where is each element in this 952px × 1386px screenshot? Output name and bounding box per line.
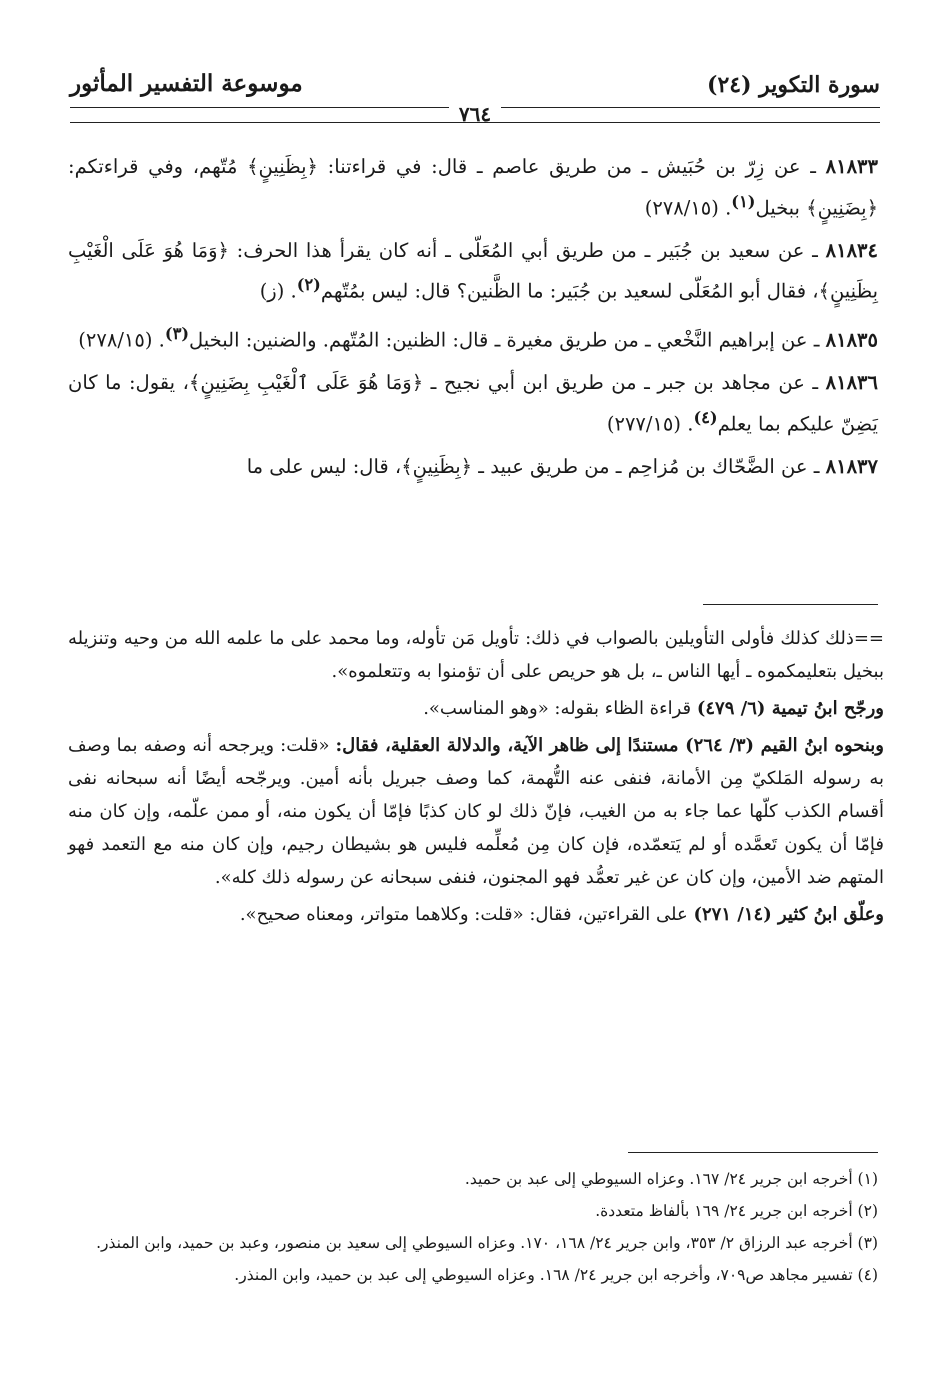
footnote-separator — [628, 1152, 878, 1153]
note-author: وبنحوه ابنُ القيم (٣/ ٢٦٤) مستندًا إلى ظاهر الآية، والدلالة العقلية، فقال: — [335, 735, 885, 756]
footnotes — [68, 1164, 878, 1292]
footnote-ref[interactable]: (٤) — [693, 407, 718, 427]
note-author: ورجّح ابنُ تيمية (٦/ ٤٧٩) — [696, 698, 884, 719]
note-text: قراءة الظاء بقوله: «وهو المناسب». — [423, 698, 697, 719]
note-paragraph — [68, 729, 884, 894]
note-paragraph — [68, 898, 884, 931]
entry-text: ـ عن زِرّ بن حُبَيش ـ من طريق عاصم ـ قال: في قراءتنا: ﴿بِظَنِينٍ﴾ مُتّهم، وفي قراءتكم: ﴿بِضَنِينٍ﴾ ببخيل — [68, 155, 878, 219]
entry-number: ٨١٨٣٥ — [825, 328, 878, 352]
footnote-ref[interactable]: (٣) — [164, 324, 190, 343]
footnote: (٢) أخرجه ابن جرير ٢٤/ ١٦٩ بألفاظ متعددة. — [595, 1202, 878, 1220]
surah-title: سورة التكوير (٢٤) — [707, 72, 880, 98]
footnote: (٤) تفسير مجاهد ص٧٠٩، وأخرجه ابن جرير ٢٤/ ١٦٨. وعزاه السيوطي إلى عبد بن حميد، وابن المنذر. — [234, 1266, 878, 1284]
main-text — [68, 150, 878, 492]
entry — [68, 234, 878, 310]
note-text: «قلت: ويرجحه أنه وصفه بما وصف به رسوله المَلكيّ مِن الأمانة، فنفى عنه التُّهمة، كما وصف جبريل بأنه أمين. ويرجّحه أيضًا أنه سبحانه نفى أقسام الكذب كلّها عما جاء به من الغيب، فإنّ ذلك لو كان كذبًا فإمّا أن يكون منه، أو ممن علّمه، وإن كان منه فإمّا أن يكون تَعمَّده أو لم يَتعمّده، فإن كان مِن مُعلِّمه فليس هو بشيطان رجيم، وإن كان منه مع التعمد فهو المتهم ضد الأمين، وإن كان عن غير تعمُّد فهو المجنون، فنفى سبحانه عن رسوله ذلك كله». — [68, 735, 884, 888]
entry-text: ـ عن سعيد بن جُبَير ـ من طريق أبي المُعَلّى ـ أنه كان يقرأ هذا الحرف: ﴿وَمَا هُوَ عَلَى الْغَيْبِ بِظَنِينٍ﴾، فقال أبو المُعَلّى لسعيد بن جُبَير: ما الظَّنين؟ قال: ليس بمُتّهم — [68, 238, 878, 303]
entry — [68, 450, 878, 485]
commentary-notes — [68, 622, 884, 935]
book-title: موسوعة التفسير المأثور — [70, 70, 303, 97]
page-number-text: ٧٦٤ — [449, 102, 501, 126]
note-paragraph — [68, 692, 884, 725]
header-rule-lower — [70, 122, 880, 123]
entry — [68, 150, 878, 226]
entry-text: ـ عن مجاهد بن جبر ـ من طريق ابن أبي نجيح ـ ﴿وَمَا هُوَ عَلَى ٱلْغَيْبِ بِضَنِينٍ﴾، يقول: ما كان يَضِنّ عليكم بما يعلم — [68, 371, 878, 435]
footnote-ref[interactable]: (٢) — [296, 275, 321, 294]
entry-source: . (٢٧٧/١٥) — [606, 412, 694, 435]
page-header — [70, 62, 880, 136]
entry-number: ٨١٨٣٦ — [825, 371, 878, 394]
entry-text: ـ عن الضَّحّاك بن مُزاحِم ـ من طريق عبيد ـ ﴿بِظَنِينٍ﴾، قال: ليس على ما — [246, 454, 820, 478]
entry-source: . (ز) — [259, 279, 297, 303]
entry — [68, 317, 878, 358]
entry-source: . (٢٧٨/١٥) — [78, 328, 165, 352]
footnote: (١) أخرجه ابن جرير ٢٤/ ١٦٧. وعزاه السيوطي إلى عبد بن حميد. — [464, 1170, 878, 1188]
entry-source: . (٢٧٨/١٥) — [644, 196, 732, 219]
footnote-ref[interactable]: (١) — [731, 191, 756, 211]
entry-number: ٨١٨٣٧ — [825, 454, 878, 478]
entry — [68, 366, 878, 442]
entry-number: ٨١٨٣٤ — [825, 238, 879, 262]
note-paragraph: ==ذلك كذلك فأولى التأويلين بالصواب في ذلك: تأويل مَن تأوله، وما محمد على ما علمه الله من وحيه وتنزيله ببخيل بتعليمكموه ـ أيها الناس ـ، بل هو حريص على أن تؤمنوا به وتتعلموه». — [68, 628, 884, 682]
entry-text: ـ عن إبراهيم النَّخْعي ـ من طريق مغيرة ـ قال: الظنين: المُتّهم. والضنين: البخيل — [189, 328, 820, 352]
note-text: على القراءتين، فقال: «قلت: وكلاهما متواتر، ومعناه صحيح». — [239, 904, 694, 925]
notes-separator — [703, 604, 878, 605]
entry-number: ٨١٨٣٣ — [825, 155, 878, 178]
note-author: وعلّق ابنُ كثير (١٤/ ٢٧١) — [693, 904, 884, 925]
footnote: (٣) أخرجه عبد الرزاق ٢/ ٣٥٣، وابن جرير ٢٤/ ١٦٨، ١٧٠. وعزاه السيوطي إلى سعيد بن منصور، وعبد بن حميد، وابن المنذر. — [96, 1234, 878, 1252]
